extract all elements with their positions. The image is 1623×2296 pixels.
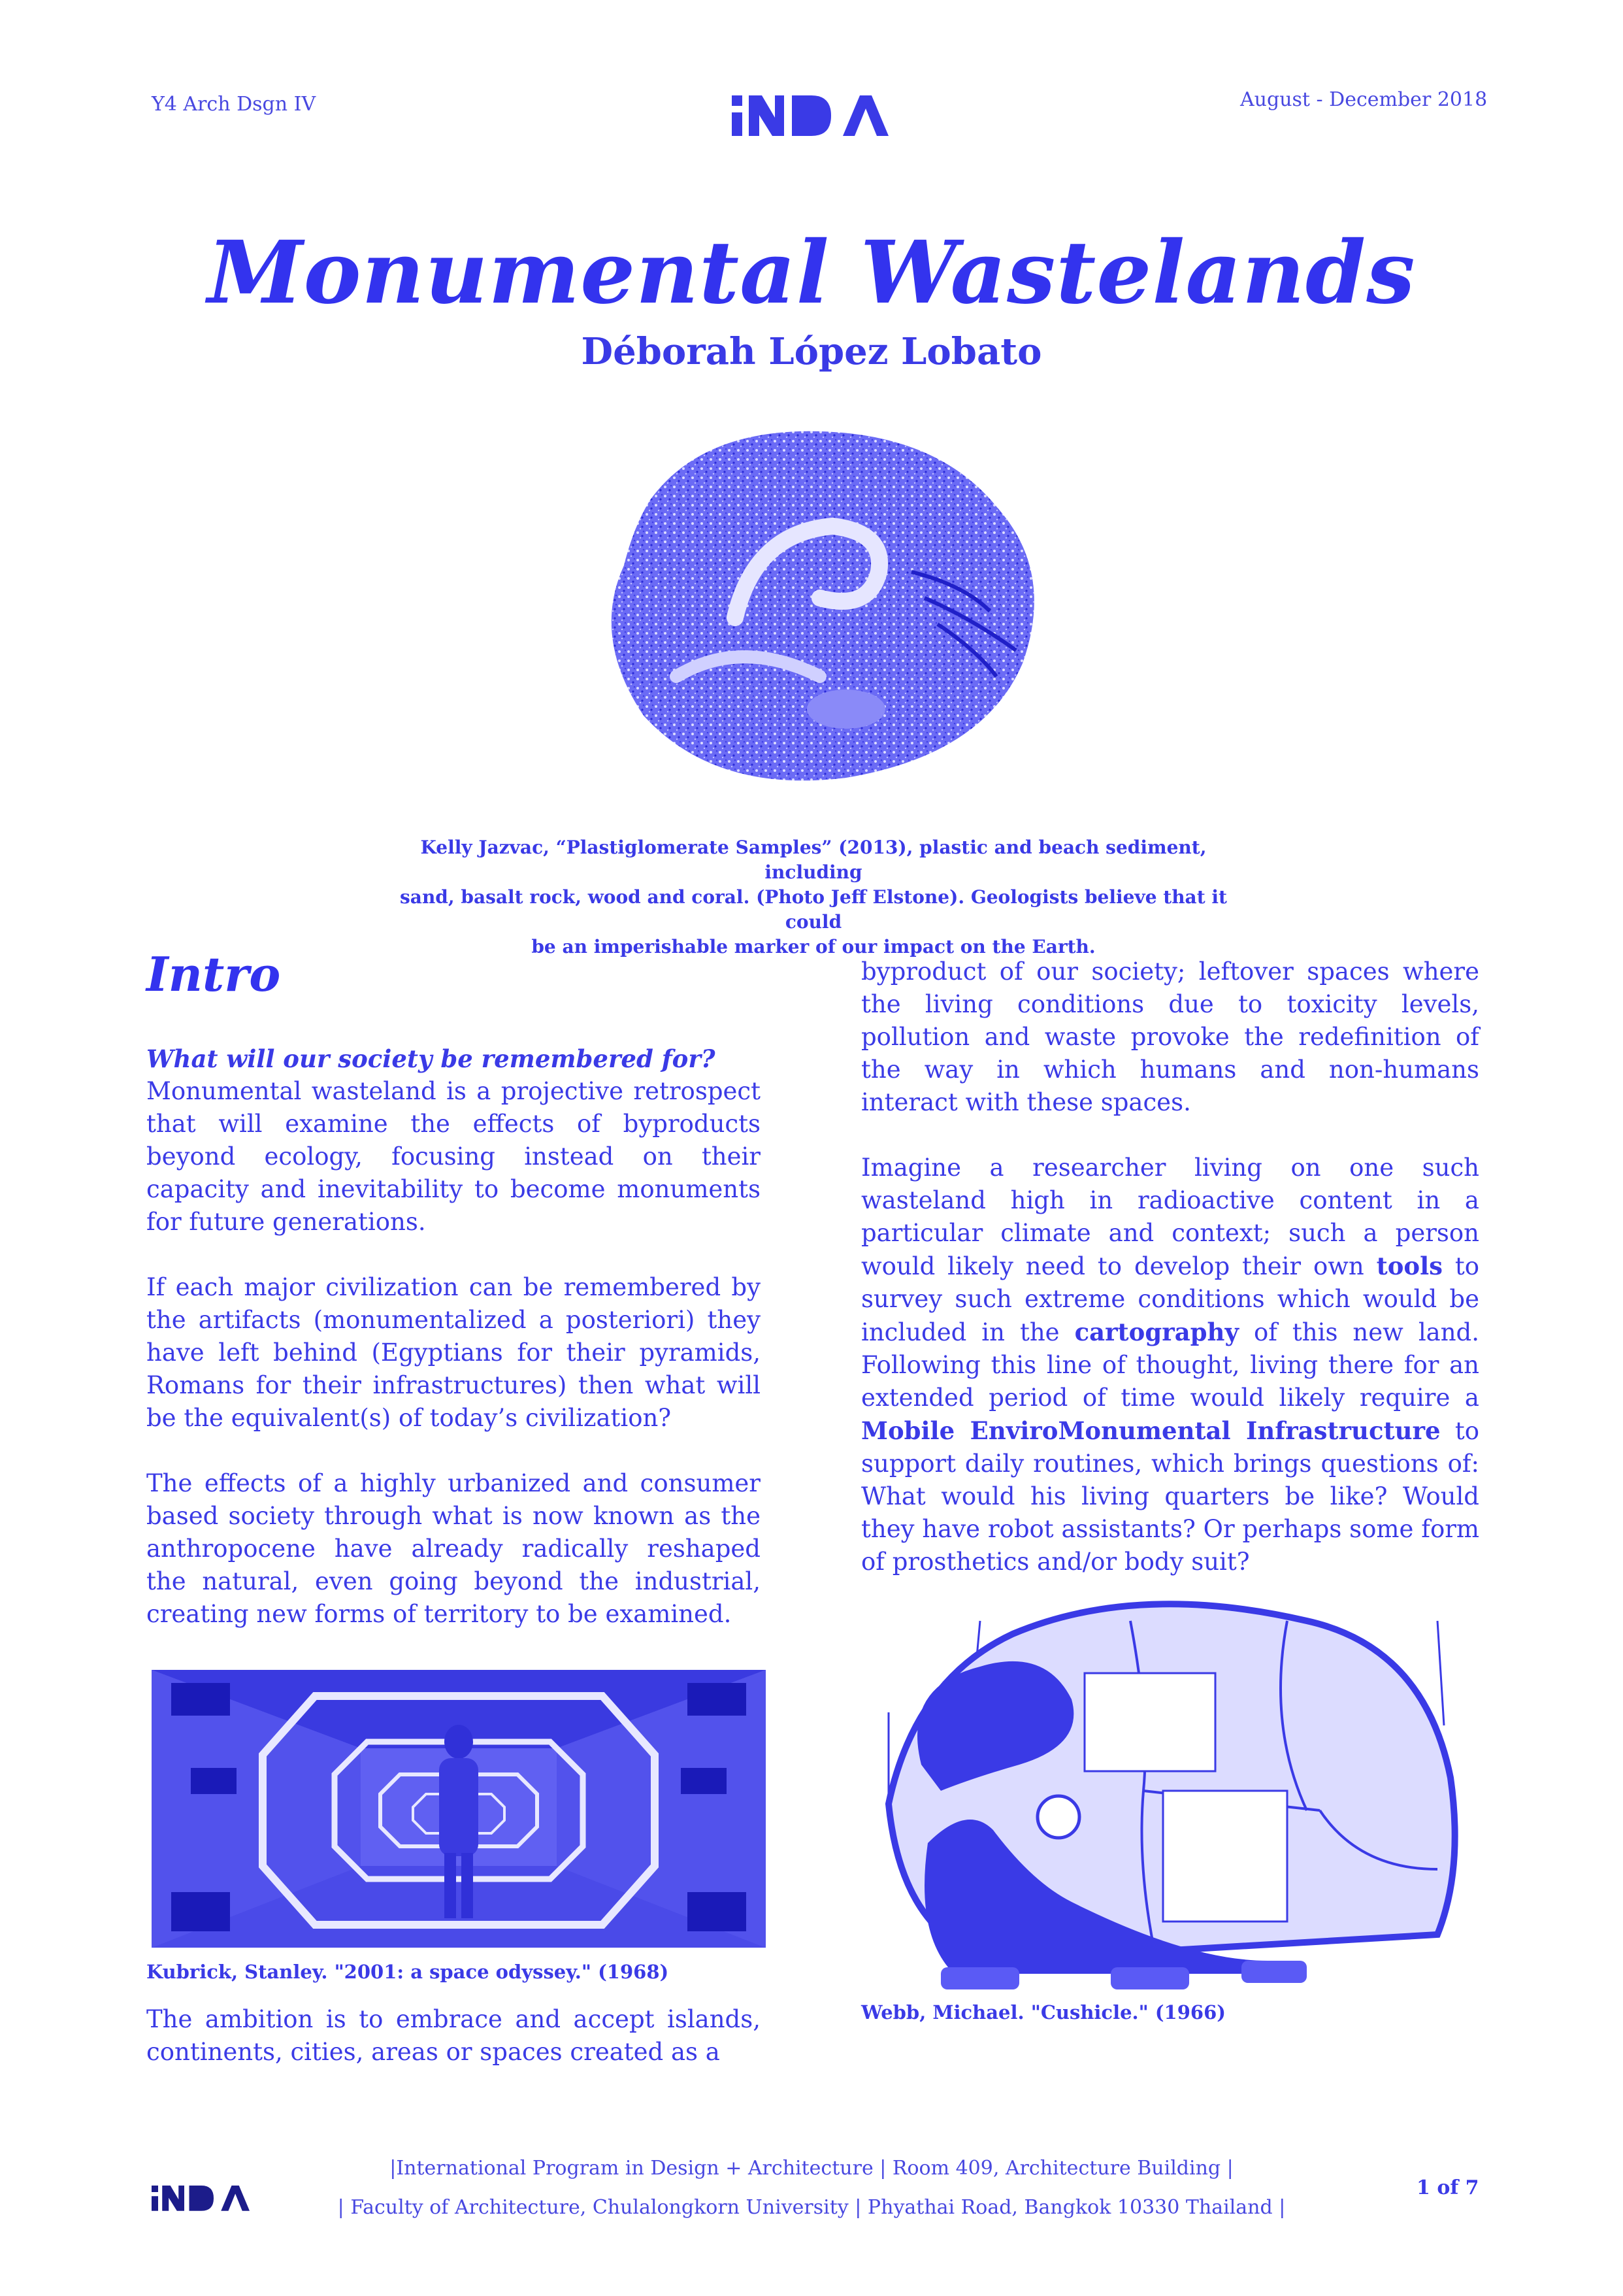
plastiglomerate-image bbox=[572, 402, 1068, 801]
caption-line: be an imperishable marker of our impact on the Earth. bbox=[531, 936, 1096, 957]
figure1-caption bbox=[385, 835, 1241, 959]
course-code: Y4 Arch Dsgn IV bbox=[152, 93, 316, 116]
author-name: Déborah López Lobato bbox=[581, 330, 1042, 373]
right-paragraph-2 bbox=[861, 1152, 1479, 1578]
text-run: Imagine a researcher living on one such wasteland high in radioactive content in a particular climate and context; such a person would likely need to develop their own bbox=[861, 1154, 1479, 1280]
emphasis-mobile-infrastructure: Mobile EnviroMonumental Infrastructure bbox=[861, 1416, 1441, 1445]
right-paragraph-1: byproduct of our society; leftover spaces where the living conditions due to toxicity levels, pollution and waste provoke the redefinition of the way in which humans and non-humans interact with these spaces. bbox=[861, 957, 1479, 1116]
footer-address-line-1: |International Program in Design + Architecture | Room 409, Architecture Building | bbox=[389, 2157, 1234, 2180]
text-run: to support daily routines, which brings questions of: What would his living quarters be like? Would they have robot assistants? Or perhaps some form of prosthetics and/or body suit? bbox=[861, 1417, 1479, 1576]
page-title: Monumental Wastelands bbox=[207, 222, 1416, 324]
emphasis-cartography: cartography bbox=[1074, 1318, 1239, 1346]
space-odyssey-image bbox=[152, 1670, 766, 1948]
left-column-text bbox=[146, 1042, 761, 1663]
intro-paragraph-2: If each major civilization can be remembered by the artifacts (monumentalized a posteriori) they have left behind (Egyptians for their pyramids, Romans for their infrastructures) then what will be the equivalent(s) of today’s civilization? bbox=[146, 1273, 761, 1432]
caption-line: sand, basalt rock, wood and coral. (Photo Jeff Elstone). Geologists believe that it could bbox=[400, 886, 1227, 933]
right-column-text bbox=[861, 956, 1479, 1611]
footer-address-line-2: | Faculty of Architecture, Chulalongkorn University | Phyathai Road, Bangkok 10330 Thailand | bbox=[337, 2196, 1286, 2219]
section-heading-intro: Intro bbox=[146, 946, 281, 1002]
cushicle-image bbox=[862, 1595, 1477, 1993]
inda-logo bbox=[732, 86, 889, 139]
date-range: August - December 2018 bbox=[1240, 88, 1488, 111]
text-run: to survey such extreme conditions which would be included in the bbox=[861, 1252, 1479, 1346]
figure2-caption: Kubrick, Stanley. "2001: a space odyssey." (1968) bbox=[146, 1961, 669, 1983]
emphasis-tools: tools bbox=[1376, 1252, 1443, 1280]
text-run: of this new land. Following this line of thought, living there for an extended period of time would likely require a bbox=[861, 1318, 1479, 1412]
figure3-caption: Webb, Michael. "Cushicle." (1966) bbox=[861, 2001, 1226, 2023]
left-column-continuation bbox=[146, 2003, 761, 2101]
intro-paragraph-1: Monumental wasteland is a projective retrospect that will examine the effects of byproducts beyond ecology, focusing instead on their capacity and inevitability to become monuments for future generations. bbox=[146, 1077, 761, 1236]
page-number: 1 of 7 bbox=[1417, 2176, 1479, 2199]
intro-question: What will our society be remembered for? bbox=[146, 1044, 715, 1073]
intro-paragraph-4: The ambition is to embrace and accept islands, continents, cities, areas or spaces created as a bbox=[146, 2005, 761, 2066]
intro-paragraph-3: The effects of a highly urbanized and consumer based society through what is now known as the anthropocene have already radically reshaped the natural, even going beyond the industrial, creating new forms of territory to be examined. bbox=[146, 1469, 761, 1628]
caption-line: Kelly Jazvac, “Plastiglomerate Samples” (2013), plastic and beach sediment, including bbox=[420, 837, 1207, 883]
